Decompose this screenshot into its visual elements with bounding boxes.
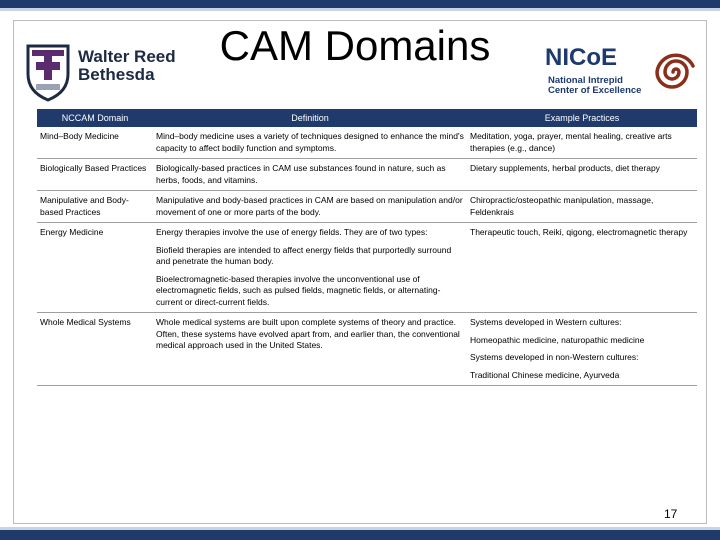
definition-cell (153, 223, 467, 313)
examples-text: Meditation, yoga, prayer, mental healing, creative arts therapies (e.g., dance) (470, 131, 672, 153)
nicoe-subtitle (548, 76, 641, 96)
examples-cell (467, 223, 697, 313)
definition-text: Manipulative and body-based practices in CAM are based on manipulation and/or movement of one or more parts of the body. (156, 195, 463, 217)
table-row (37, 223, 697, 313)
brain-swirl-icon (653, 42, 699, 102)
column-header-definition: Definition (153, 109, 467, 127)
definition-cell (153, 127, 467, 159)
definition-text: Mind–body medicine uses a variety of techniques designed to enhance the mind's capacity to affect bodily function and symptoms. (156, 131, 464, 153)
column-header-examples: Example Practices (467, 109, 697, 127)
table-header-row (37, 109, 697, 127)
top-accent-stripe (0, 8, 720, 11)
examples-cell (467, 127, 697, 159)
examples-cell (467, 313, 697, 386)
nicoe-subtitle-line2: Center of Excellence (548, 85, 642, 96)
examples-cell (467, 159, 697, 191)
definition-text: Bioelectromagnetic-based therapies involve the unconventional use of electromagnetic fields, such as pulsed fields, magnetic fields, or alternating-current or direct-current fields. (156, 273, 441, 307)
walter-reed-logo (24, 42, 74, 107)
table-row (37, 191, 697, 223)
bethesda-name: Bethesda (78, 65, 155, 84)
top-accent-bar (0, 0, 720, 8)
table-row (37, 159, 697, 191)
definition-text: Biofield therapies are intended to affect energy fields that purportedly surround and penetrate the human body. (156, 244, 452, 266)
definition-cell (153, 191, 467, 223)
table-row (37, 313, 697, 386)
definition-cell (153, 159, 467, 191)
examples-text: Chiropractic/osteopathic manipulation, massage, Feldenkrais (470, 195, 654, 217)
definition-cell (153, 313, 467, 386)
examples-text: Therapeutic touch, Reiki, qigong, electromagnetic therapy (470, 227, 688, 237)
walter-reed-shield-icon (24, 42, 74, 102)
examples-text: Traditional Chinese medicine, Ayurveda (470, 369, 620, 380)
walter-reed-name: Walter Reed (78, 47, 176, 66)
table-row (37, 127, 697, 159)
page-number: 17 (664, 507, 678, 521)
examples-text: Dietary supplements, herbal products, diet therapy (470, 163, 660, 173)
examples-cell (467, 191, 697, 223)
column-header-domain: NCCAM Domain (37, 109, 153, 127)
cam-domains-table (37, 109, 697, 386)
examples-text: Homeopathic medicine, naturopathic medicine (470, 334, 645, 345)
definition-text: Energy therapies involve the use of energy fields. They are of two types: (156, 227, 428, 237)
page-title: CAM Domains (219, 22, 491, 69)
nicoe-subtitle-line1: National Intrepid (548, 75, 623, 86)
domain-cell: Whole Medical Systems (37, 313, 153, 386)
domain-cell: Energy Medicine (37, 223, 153, 313)
examples-text: Systems developed in non-Western cultures: (470, 352, 639, 362)
examples-text: Systems developed in Western cultures: (470, 317, 622, 327)
bottom-accent-bar (0, 530, 720, 540)
nicoe-logo (545, 40, 705, 110)
domain-cell: Biologically Based Practices (37, 159, 153, 191)
definition-text: Whole medical systems are built upon complete systems of theory and practice. Often, these systems have evolved apart from, and earlier than, the conventional medical approach used in the United States. (156, 317, 460, 350)
definition-text: Biologically-based practices in CAM use substances found in nature, such as herbs, foods, and vitamins. (156, 163, 446, 185)
nicoe-wordmark: NICoE (545, 44, 617, 71)
walter-reed-wordmark (78, 48, 176, 84)
domain-cell: Manipulative and Body-based Practices (37, 191, 153, 223)
domain-cell: Mind–Body Medicine (37, 127, 153, 159)
